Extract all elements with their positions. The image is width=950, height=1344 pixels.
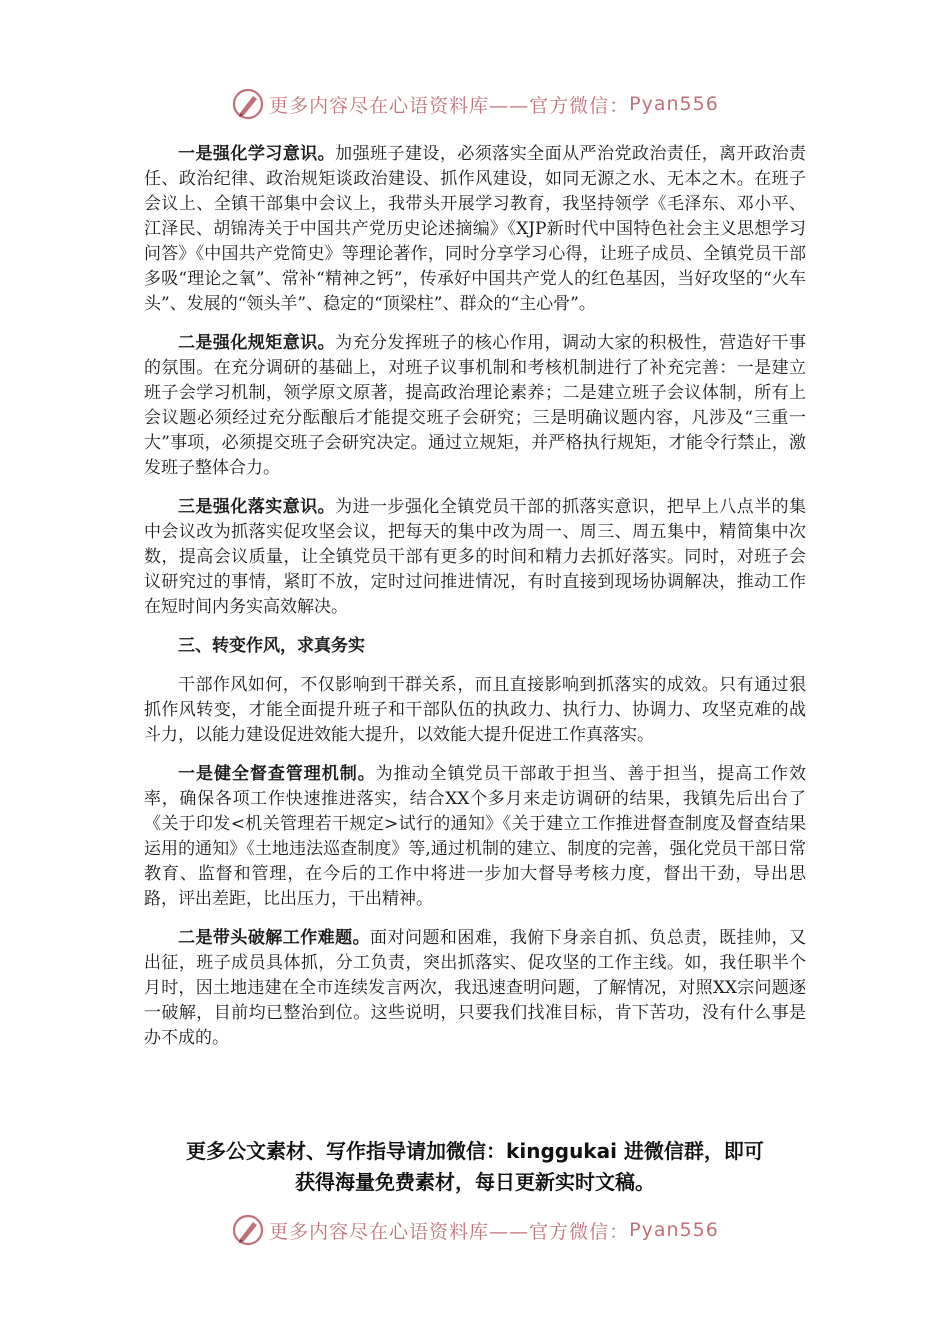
paragraph-text: 为推动全镇党员干部敢于担当、善于担当，提高工作效率，确保各项工作快速推进落实，结合XX个多月来走访调研的结果，我镇先后出台了《关于印发<机关管理若干规定>试行的通知》《关于建立工作推进督查制度及督查结果运用的通知》《土地违法巡查制度》等,通过机制的建立、制度的完善，强化党员干部日常教育、监督和管理，在今后的工作中将进一步加大督导考核力度，督出干劲，导出思路，评出差距，比出压力，干出精神。	[144, 764, 807, 909]
banner-wechat-id: Pyan556	[629, 93, 719, 115]
paragraph-lead: 一是健全督查管理机制。	[178, 764, 376, 784]
banner-text: 更多内容尽在心语资料库——官方微信：	[269, 94, 630, 117]
paragraph-text: 为进一步强化全镇党员干部的抓落实意识，把早上八点半的集中会议改为抓落实促攻坚会议，把每天的集中改为周一、周三、周五集中，精简集中次数，提高会议质量，让全镇党员干部有更多的时间和精力去抓好落实。同时，对班子会议研究过的事情，紧盯不放，定时过问推进情况，有时直接到现场协调解决，推动工作在短时间内务实高效解决。	[144, 497, 807, 617]
paragraph-text: 加强班子建设，必须落实全面从严治党政治责任，离开政治责任、政治纪律、政治规矩谈政治建设、抓作风建设，如同无源之水、无本之木。在班子会议上、全镇干部集中会议上，我带头开展学习教育，我坚持领学《毛泽东、邓小平、江泽民、胡锦涛关于中国共产党历史论述摘编》《XJP新时代中国特色社会主义思想学习问答》《中国共产党简史》等理论著作，同时分享学习心得，让班子成员、全镇党员干部多吸“理论之氧”、常补“精神之钙”，传承好中国共产党人的红色基因，当好攻坚的“火车头”、发展的“领头羊”、稳定的“顶梁柱”、群众的“主心骨”。	[144, 144, 807, 314]
promo-block	[120, 1136, 830, 1198]
promo-line-1: 更多公文素材、写作指导请加微信：kinggukai 进微信群，即可	[186, 1139, 764, 1163]
paragraph	[144, 673, 806, 748]
paragraph-text: 面对问题和困难，我俯下身亲自抓、负总责，既挂帅，又出征，班子成员具体抓，分工负责，突出抓落实、促攻坚的工作主线。如，我任职半个月时，因土地违建在全市连续发言两次，我迅速查明问题，了解情况，对照XX宗问题逐一破解，目前均已整治到位。这些说明，只要我们找准目标，肯下苦功，没有什么事是办不成的。	[144, 928, 807, 1048]
paragraph	[144, 926, 806, 1051]
paragraph-text: 干部作风如何，不仅影响到干群关系，而且直接影响到抓落实的成效。只有通过狠抓作风转变，才能全面提升班子和干部队伍的执政力、执行力、协调力、攻坚克难的战斗力，以能力建设促进效能大提升，以效能大提升促进工作真落实。	[144, 675, 806, 745]
paragraph-lead: 一是强化学习意识。	[178, 144, 336, 164]
promo-line-2: 获得海量免费素材，每日更新实时文稿。	[295, 1170, 655, 1194]
paragraph	[144, 762, 806, 912]
footer-banner	[0, 1210, 950, 1250]
paragraph-text: 为充分发挥班子的核心作用，调动大家的积极性，营造好干事的氛围。在充分调研的基础上，对班子议事机制和考核机制进行了补充完善：一是建立班子会学习机制，领学原文原著，提高政治理论素养；二是建立班子会议体制，所有上会议题必须经过充分酝酿后才能提交班子会研究；三是明确议题内容，凡涉及“三重一大”事项，必须提交班子会研究决定。通过立规矩，并严格执行规矩，才能令行禁止，激发班子整体合力。	[144, 333, 807, 478]
paragraph	[144, 331, 806, 481]
section-heading	[144, 634, 806, 659]
paragraph-lead: 二是强化规矩意识。	[178, 333, 336, 353]
footer-banner-text: 更多内容尽在心语资料库——官方微信：	[269, 1220, 630, 1243]
paragraph-lead: 二是带头破解工作难题。	[178, 928, 371, 948]
paragraph-lead: 三、转变作风，求真务实	[178, 636, 365, 656]
paragraph-lead: 三是强化落实意识。	[178, 497, 336, 517]
paragraph	[144, 142, 806, 317]
pen-circle-icon	[231, 1213, 265, 1247]
footer-banner-wechat-id: Pyan556	[629, 1219, 719, 1241]
header-banner	[0, 84, 950, 124]
document-body	[144, 142, 806, 1065]
pen-circle-icon	[231, 87, 265, 121]
paragraph	[144, 495, 806, 620]
